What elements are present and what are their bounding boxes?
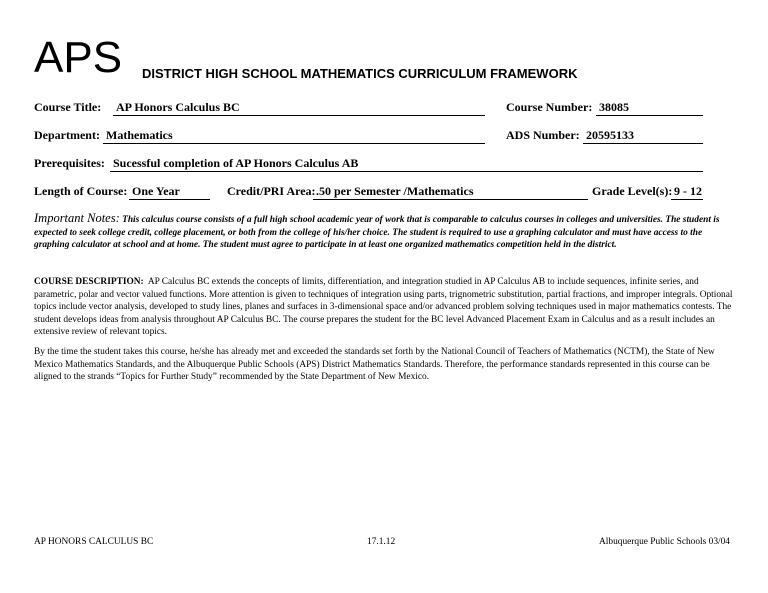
course-description-text: AP Calculus BC extends the concepts of limits, differentiation, and integration studied in AP Calculus AB to include sequences, infinite series, and parametric, polar and vector valued functions. More attention is given to techniques of integration using parts, trignometric substitution, partial fractions, and improper integrals. Optional topics include vector analysis, developed to study lines, planes and surfaces in 3-dimensional space and/or advanced problem solving techniques used in major mathematics contests. The student develops ideas from analysis throughout AP Calculus BC. The course prepares the student for the BC level Advanced Placement Exam in Calculus and as a result includes an extensive review of relevant topics.: [34, 277, 733, 338]
aps-logo-text: APS: [34, 33, 123, 82]
footer-district-date: Albuquerque Public Schools 03/04: [599, 537, 730, 547]
ads-number-value: 20595133: [583, 128, 703, 144]
framework-title: DISTRICT HIGH SCHOOL MATHEMATICS CURRICULUM FRAMEWORK: [142, 66, 578, 81]
grade-level-value: 9 - 12: [671, 184, 703, 200]
course-description-label: COURSE DESCRIPTION:: [34, 277, 144, 287]
credit-area-label: Credit/PRI Area:: [227, 184, 316, 198]
course-number-label: Course Number:: [506, 100, 593, 114]
ads-number-label: ADS Number:: [506, 128, 580, 142]
course-title-value: AP Honors Calculus BC: [113, 100, 485, 116]
important-notes-text: This calculus course consists of a full high school academic year of work that is comparable to calculus courses in colleges and universities. The student is expected to seek college credit, college placement, or both from the college of his/her choice. The student is required to use a graphing calculator and must have access to the graphing calculator at school and at home. The student must agree to participate in at least one organized mathematics competition held in the district.: [34, 215, 720, 251]
department-value: Mathematics: [103, 128, 485, 144]
length-of-course-value: One Year: [129, 184, 210, 200]
length-of-course-label: Length of Course:: [34, 184, 128, 198]
prerequisites-label: Prerequisites:: [34, 156, 105, 170]
footer-page-number: 17.1.12: [367, 537, 396, 547]
footer-course-name: AP HONORS CALCULUS BC: [34, 537, 154, 547]
important-notes-heading: Important Notes:: [34, 211, 120, 225]
grade-level-label: Grade Level(s):: [592, 184, 673, 198]
course-title-label: Course Title:: [34, 100, 102, 114]
prerequisites-value: Sucessful completion of AP Honors Calculus AB: [110, 156, 703, 172]
course-description: [34, 276, 734, 339]
standards-paragraph: By the time the student takes this course, he/she has already met and exceeded the standards set forth by the National Council of Teachers of Mathematics (NCTM), the State of New Mexico Mathematics Standards, and the Albuquerque Public Schools (APS) District Mathematics Standards. Therefore, the performance standards represented in this course can be aligned to the strands “Topics for Further Study” recommended by the State Department of New Mexico.: [34, 347, 715, 383]
credit-area-value: .50 per Semester /Mathematics: [313, 184, 588, 200]
department-label: Department:: [34, 128, 100, 142]
important-notes: [34, 212, 734, 252]
course-number-value: 38085: [596, 100, 703, 116]
